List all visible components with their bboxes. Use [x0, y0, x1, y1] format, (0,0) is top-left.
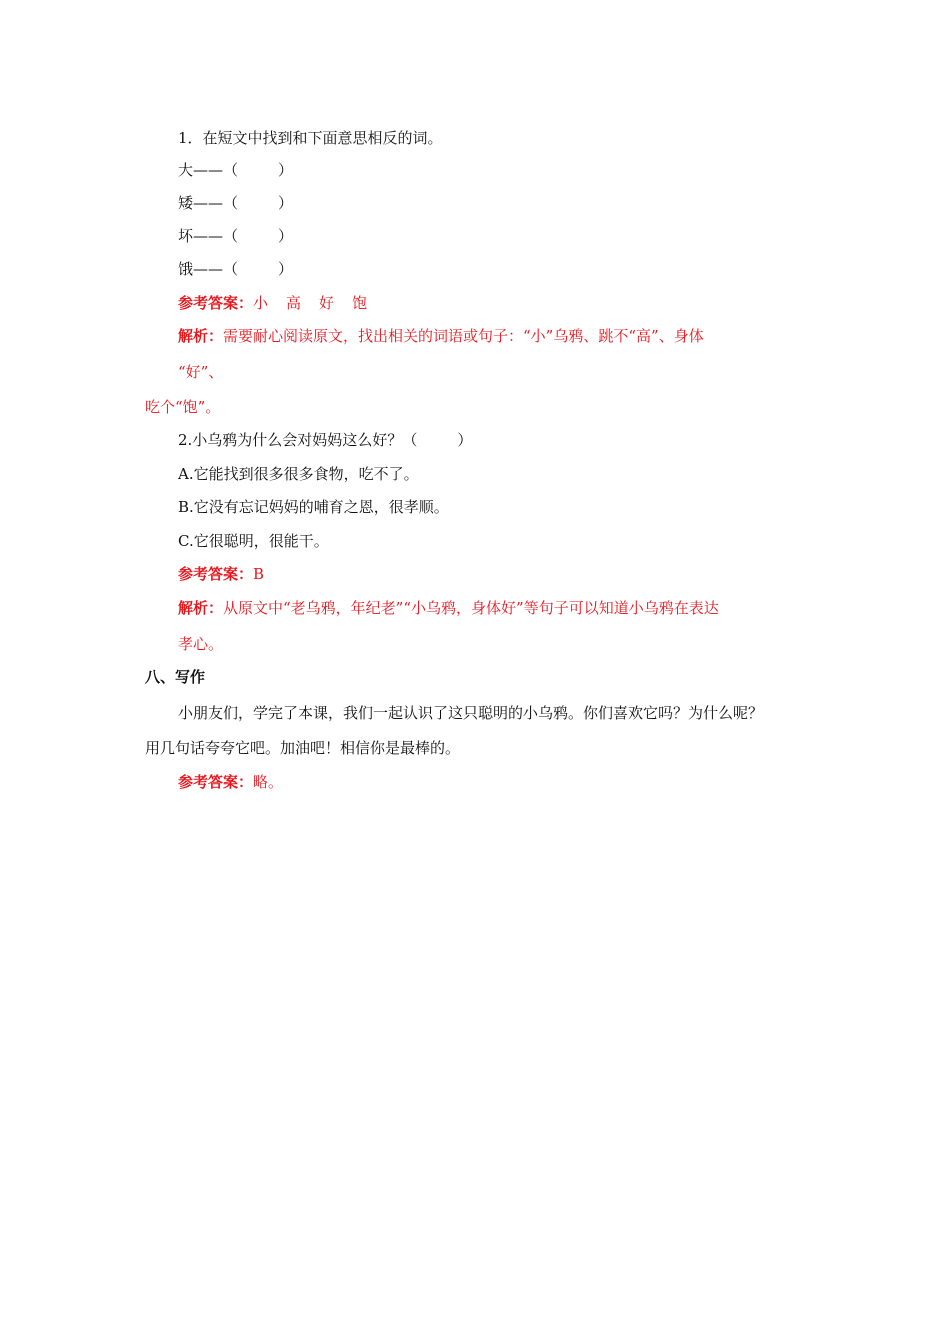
q1-item-2 [178, 193, 293, 213]
answer-word: 高 [286, 294, 302, 312]
q1-item-1 [178, 160, 293, 180]
section-answer [178, 772, 283, 792]
section-heading: 八、写作 [145, 668, 206, 686]
q2-option-a: A.它能找到很多很多食物，吃不了。 [178, 465, 419, 483]
analysis-text: 需要耐心阅读原文，找出相关的词语或句子：“小”乌鸦、跳不“高”、身体 [223, 327, 704, 345]
q1-analysis-cont: “好”、 [178, 363, 224, 381]
q1-item-word: 坏——（ [178, 227, 239, 245]
answer-label: 参考答案： [178, 773, 254, 791]
answer-value: B [253, 565, 265, 583]
q1-item-word: 大——（ [178, 161, 239, 179]
q2-analysis [178, 598, 719, 618]
q2-title [178, 430, 472, 450]
answer-word: 好 [319, 294, 335, 312]
analysis-label: 解析： [178, 327, 224, 345]
answer-label: 参考答案： [178, 565, 254, 583]
q2-answer [178, 564, 264, 584]
q1-item-close: ） [278, 260, 294, 278]
q1-item-close: ） [278, 227, 294, 245]
q2-close: ） [457, 431, 473, 449]
q1-title: 1．在短文中找到和下面意思相反的词。 [178, 129, 443, 147]
answer-word: 饱 [352, 294, 368, 312]
answer-value: 略。 [253, 773, 284, 791]
section-paragraph-line2: 用几句话夸夸它吧。加油吧！相信你是最棒的。 [145, 739, 461, 757]
q1-item-word: 饿——（ [178, 260, 239, 278]
q1-answer [178, 293, 367, 313]
section-paragraph-line1: 小朋友们，学完了本课，我们一起认识了这只聪明的小乌鸦。你们喜欢它吗？为什么呢？ [178, 704, 764, 722]
analysis-text: 从原文中“老乌鸦，年纪老”“小乌鸦，身体好”等句子可以知道小乌鸦在表达 [223, 599, 719, 617]
q2-analysis-cont: 孝心。 [178, 635, 224, 653]
answer-word: 小 [253, 294, 269, 312]
q1-item-close: ） [278, 161, 294, 179]
q1-analysis-cont2: 吃个“饱”。 [145, 398, 221, 416]
q1-item-word: 矮——（ [178, 194, 239, 212]
q2-option-c: C.它很聪明，很能干。 [178, 532, 329, 550]
answer-label: 参考答案： [178, 294, 254, 312]
q1-item-close: ） [278, 194, 294, 212]
q2-option-b: B.它没有忘记妈妈的哺育之恩，很孝顺。 [178, 498, 449, 516]
q1-item-3 [178, 226, 293, 246]
q1-item-4 [178, 259, 293, 279]
q2-question: 2.小乌鸦为什么会对妈妈这么好？（ [178, 431, 418, 449]
q1-analysis [178, 326, 704, 346]
analysis-label: 解析： [178, 599, 224, 617]
